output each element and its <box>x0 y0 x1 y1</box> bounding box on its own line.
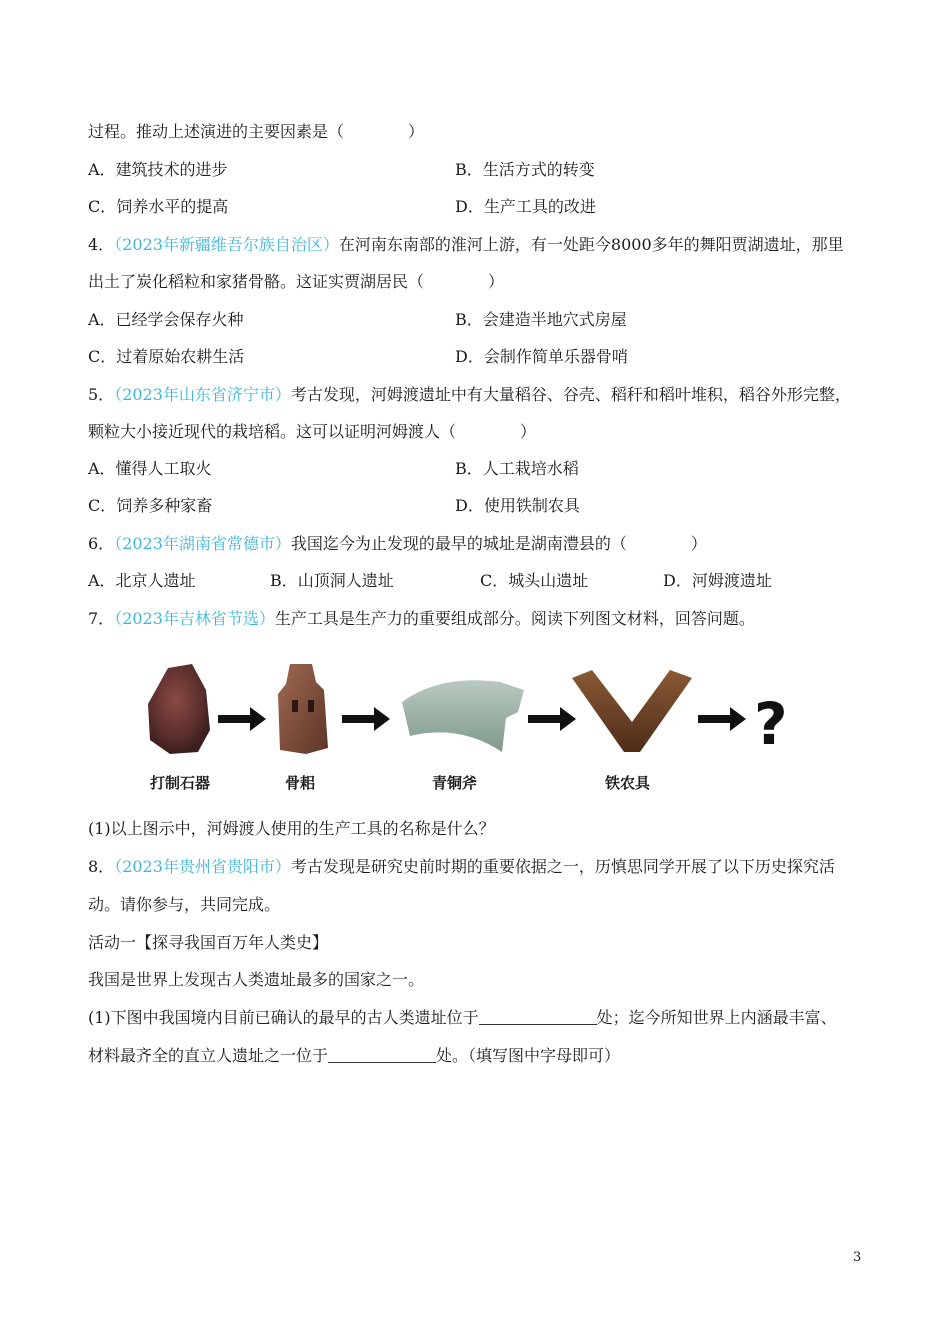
q3-option-b[interactable]: B．生活方式的转变 <box>455 160 595 179</box>
q8-source: （2023年贵州省贵阳市） <box>114 857 291 876</box>
q3-stem-end: 过程。推动上述演进的主要因素是（ ） <box>88 122 425 141</box>
q7-number: 7． <box>88 609 115 628</box>
q4-stem-line2: 出土了炭化稻粒和家猪骨骼。这证实贾湖居民（ ） <box>88 272 505 291</box>
q7-source: （2023年吉林省节选） <box>114 609 275 628</box>
q4-option-b[interactable]: B．会建造半地穴式房屋 <box>455 310 627 329</box>
arrow-right-icon <box>528 707 576 731</box>
q8-sub1-line1 <box>88 1007 837 1029</box>
q5-option-c[interactable]: C．饲养多种家畜 <box>88 496 213 515</box>
q5-option-b[interactable]: B．人工栽培水稻 <box>455 459 579 478</box>
q5-source: （2023年山东省济宁市） <box>114 385 291 404</box>
q5-stem1: 考古发现，河姆渡遗址中有大量稻谷、谷壳、稻秆和稻叶堆积，稻谷外形完整， <box>290 385 851 404</box>
page-number: 3 <box>853 1250 862 1265</box>
q8-stem-line1 <box>88 856 835 878</box>
q8-number: 8． <box>88 857 115 876</box>
q8-sub1-text-b: 处；迄今所知世界上内涵最丰富、 <box>596 1008 837 1027</box>
q4-option-d[interactable]: D．会制作简单乐器骨哨 <box>455 347 628 366</box>
answer-blank-2[interactable] <box>328 1046 436 1063</box>
question-mark: ? <box>754 690 788 758</box>
q7-stem-line <box>88 608 755 630</box>
q7-stem: 生产工具是生产力的重要组成部分。阅读下列图文材料，回答问题。 <box>274 609 755 628</box>
q5-stem-line2: 颗粒大小接近现代的栽培稻。这可以证明河姆渡人（ ） <box>88 422 537 441</box>
chipped-stone-tool-image <box>148 664 210 754</box>
caption-bronze-axe: 青铜斧 <box>432 774 478 792</box>
q6-source: （2023年湖南省常德市） <box>114 534 291 553</box>
bone-spade-image <box>278 664 328 754</box>
q6-stem-line <box>88 533 707 555</box>
q6-option-b[interactable]: B．山顶洞人遗址 <box>270 571 394 590</box>
caption-chipped-stone: 打制石器 <box>150 774 211 792</box>
q5-option-a[interactable]: A．懂得人工取火 <box>88 459 212 478</box>
tools-evolution-figure <box>140 660 800 800</box>
arrow-right-icon <box>698 707 746 731</box>
iron-farm-tool-image <box>572 670 692 752</box>
q8-sub1-line2 <box>88 1045 620 1067</box>
answer-blank-1[interactable] <box>479 1008 597 1025</box>
q6-stem: 我国迄今为止发现的最早的城址是湖南澧县的（ ） <box>290 534 707 553</box>
q4-option-a[interactable]: A．已经学会保存火种 <box>88 310 244 329</box>
q5-option-d[interactable]: D．使用铁制农具 <box>455 496 580 515</box>
q5-stem-line1 <box>88 384 851 406</box>
q6-number: 6． <box>88 534 115 553</box>
q4-option-c[interactable]: C．过着原始农耕生活 <box>88 347 245 366</box>
q4-source: （2023年新疆维吾尔族自治区） <box>114 235 339 254</box>
caption-bone-spade: 骨耜 <box>285 774 316 792</box>
q8-stem-line2: 动。请你参与，共同完成。 <box>88 895 281 914</box>
q3-option-c[interactable]: C．饲养水平的提高 <box>88 197 229 216</box>
caption-iron-farm-tool: 铁农具 <box>605 774 651 792</box>
q6-option-c[interactable]: C．城头山遗址 <box>480 571 589 590</box>
q5-number: 5． <box>88 385 115 404</box>
q4-stem-line1 <box>88 234 844 256</box>
arrow-right-icon <box>218 707 266 731</box>
q6-option-a[interactable]: A．北京人遗址 <box>88 571 196 590</box>
q6-option-d[interactable]: D．河姆渡遗址 <box>663 571 772 590</box>
q8-intro: 我国是世界上发现古人类遗址最多的国家之一。 <box>88 970 425 989</box>
q7-sub1: (1)以上图示中，河姆渡人使用的生产工具的名称是什么？ <box>88 819 495 838</box>
tools-illustration <box>140 660 800 770</box>
q3-option-d[interactable]: D．生产工具的改进 <box>455 197 596 216</box>
q8-activity-title: 活动一【探寻我国百万年人类史】 <box>88 933 329 952</box>
q8-stem1: 考古发现是研究史前时期的重要依据之一，历慎思同学开展了以下历史探究活 <box>290 857 835 876</box>
q8-sub1-text-a: (1)下图中我国境内目前已确认的最早的古人类遗址位于 <box>88 1008 479 1027</box>
q4-number: 4． <box>88 235 115 254</box>
bronze-axe-image <box>402 680 524 752</box>
q3-option-a[interactable]: A．建筑技术的进步 <box>88 160 228 179</box>
q8-sub1-text-d: 处。（填写图中字母即可） <box>436 1046 621 1065</box>
arrow-right-icon <box>342 707 390 731</box>
q8-sub1-text-c: 材料最齐全的直立人遗址之一位于 <box>88 1046 329 1065</box>
q4-stem1: 在河南东南部的淮河上游，有一处距今8000多年的舞阳贾湖遗址，那里 <box>338 235 844 254</box>
